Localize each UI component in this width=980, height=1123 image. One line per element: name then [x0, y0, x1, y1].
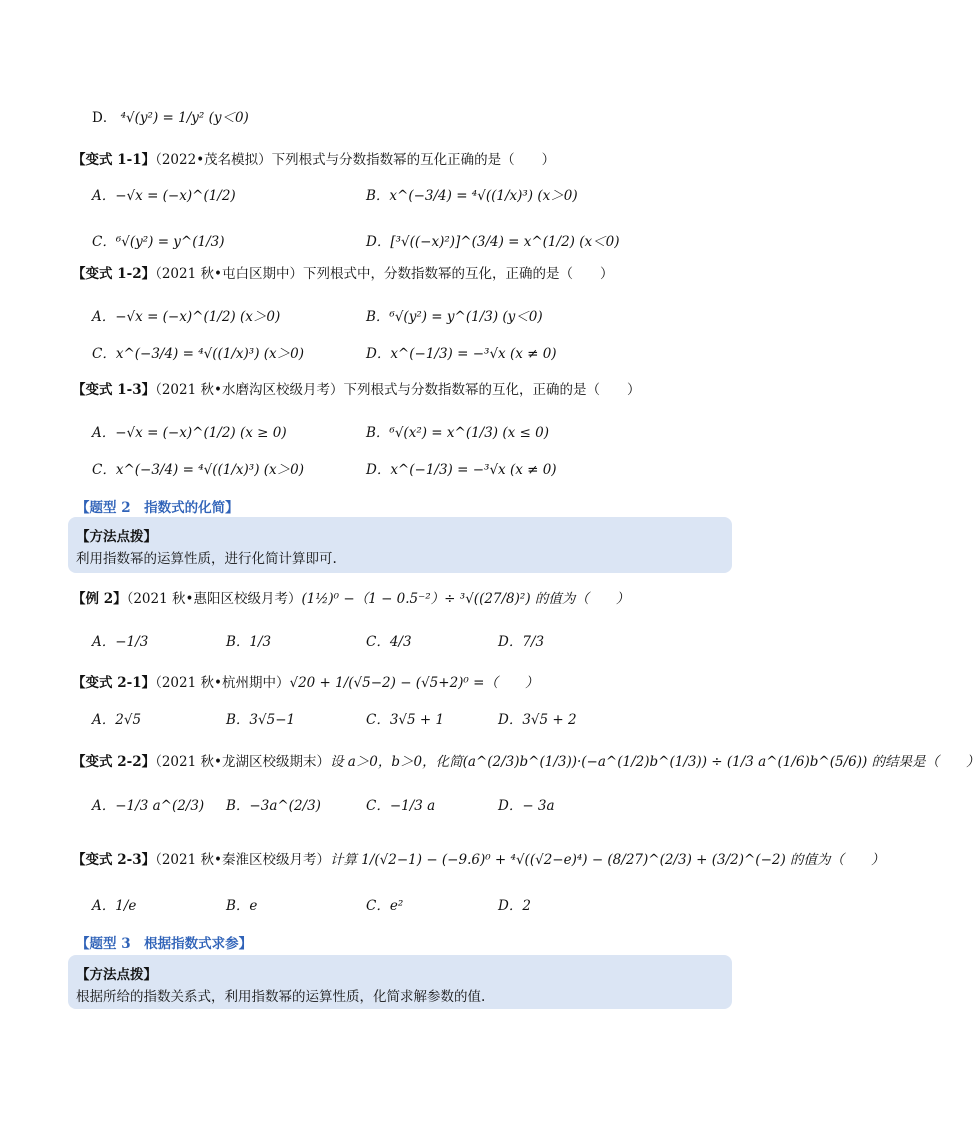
question-v11 — [72, 148, 555, 168]
method-box-type2 — [68, 517, 732, 573]
option-d: D．− 3a — [498, 798, 555, 814]
option-b: B．⁶√(x²) = x^(1/3) (x ≤ 0) — [366, 425, 549, 441]
option-b: B．⁶√(y²) = y^(1/3) (y＜0) — [366, 309, 543, 325]
section-heading-type3: 【题型 3 根据指数式求参】 — [76, 936, 253, 952]
method-box-type3 — [68, 955, 732, 1009]
question-v13 — [72, 378, 640, 398]
option-c: C．x^(−3/4) = ⁴√((1/x)³) (x＞0) — [92, 462, 304, 478]
method-box-title: 【方法点拨】 — [76, 967, 157, 983]
question-stem: (1½)⁰ −（1 − 0.5⁻²）÷ ³√((27/8)²) 的值为（ ） — [301, 591, 630, 607]
question-stem: 设 a＞0，b＞0，化简(a^(2/3)b^(1/3))·(−a^(1/2)b^(1/3)) ÷ (1/3 a^(1/6)b^(5/6)) 的结果是（ ） — [329, 754, 980, 770]
question-tag: 【变式 1-2】 — [72, 266, 156, 282]
method-box-title: 【方法点拨】 — [76, 529, 157, 545]
method-box-text: 利用指数幂的运算性质，进行化简计算即可. — [76, 551, 337, 567]
question-source: （2022•茂名模拟） — [155, 152, 272, 168]
option-d: D．7/3 — [498, 634, 545, 650]
question-stem: 下列根式与分数指数幂的互化，正确的是（ ） — [343, 382, 641, 398]
question-source: （2021 秋•龙湖区校级期末） — [155, 754, 330, 770]
question-v21 — [72, 671, 538, 691]
option-a: A．−√x = (−x)^(1/2) (x ≥ 0) — [92, 425, 287, 441]
option-d: D．[³√((−x)²)]^(3/4) = x^(1/2) (x＜0) — [366, 234, 620, 250]
option-c: C．e² — [366, 898, 404, 914]
question-stem: 下列根式中，分数指数幂的互化，正确的是（ ） — [302, 266, 614, 282]
question-stem: 计算 1/(√2−1) − (−9.6)⁰ + ⁴√((√2−e)⁴) − (8/27)^(2/3) + (3/2)^(−2) 的值为（ ） — [329, 852, 885, 868]
option-b: B．x^(−3/4) = ⁴√((1/x)³) (x＞0) — [366, 188, 578, 204]
option-d: D．x^(−1/3) = −³√x (x ≠ 0) — [366, 462, 557, 478]
option-c: C．x^(−3/4) = ⁴√((1/x)³) (x＞0) — [92, 346, 304, 362]
option-c: C．−1/3 a — [366, 798, 436, 814]
section-heading-type2: 【题型 2 指数式的化简】 — [76, 500, 239, 516]
option-math: ⁴√(y²) = 1/y² (y＜0) — [120, 110, 249, 126]
top-option-d — [92, 106, 249, 126]
question-source: （2021 秋•杭州期中） — [155, 675, 290, 691]
question-stem: √20 + 1/(√5−2) − (√5+2)⁰ =（ ） — [289, 675, 539, 691]
option-c: C．4/3 — [366, 634, 412, 650]
option-d: D．3√5 + 2 — [498, 712, 577, 728]
question-v22 — [72, 750, 980, 770]
question-tag: 【变式 1-1】 — [72, 152, 156, 168]
method-box-text: 根据所给的指数关系式，利用指数幂的运算性质，化简求解参数的值. — [76, 989, 486, 1005]
question-ex2 — [72, 587, 629, 607]
option-b: B．−3a^(2/3) — [226, 798, 321, 814]
question-source: （2021 秋•秦淮区校级月考） — [155, 852, 330, 868]
option-label: D． — [92, 110, 117, 126]
question-source: （2021 秋•屯白区期中） — [155, 266, 303, 282]
question-source: （2021 秋•水磨沟区校级月考） — [155, 382, 344, 398]
question-tag: 【例 2】 — [72, 591, 127, 607]
option-a: A．−1/3 — [92, 634, 149, 650]
option-a: A．−√x = (−x)^(1/2) (x＞0) — [92, 309, 281, 325]
option-d: D．x^(−1/3) = −³√x (x ≠ 0) — [366, 346, 557, 362]
option-c: C．⁶√(y²) = y^(1/3) — [92, 234, 225, 250]
question-source: （2021 秋•惠阳区校级月考） — [126, 591, 302, 607]
question-stem: 下列根式与分数指数幂的互化正确的是（ ） — [271, 152, 556, 168]
question-tag: 【变式 2-3】 — [72, 852, 156, 868]
question-tag: 【变式 2-2】 — [72, 754, 156, 770]
option-b: B．3√5−1 — [226, 712, 296, 728]
option-d: D．2 — [498, 898, 531, 914]
option-c: C．3√5 + 1 — [366, 712, 445, 728]
option-b: B．e — [226, 898, 258, 914]
question-v23 — [72, 848, 885, 868]
option-a: A．−√x = (−x)^(1/2) — [92, 188, 236, 204]
question-tag: 【变式 2-1】 — [72, 675, 156, 691]
option-a: A．−1/3 a^(2/3) — [92, 798, 205, 814]
option-b: B．1/3 — [226, 634, 272, 650]
question-v12 — [72, 262, 613, 282]
question-tag: 【变式 1-3】 — [72, 382, 156, 398]
option-a: A．1/e — [92, 898, 137, 914]
option-a: A．2√5 — [92, 712, 142, 728]
